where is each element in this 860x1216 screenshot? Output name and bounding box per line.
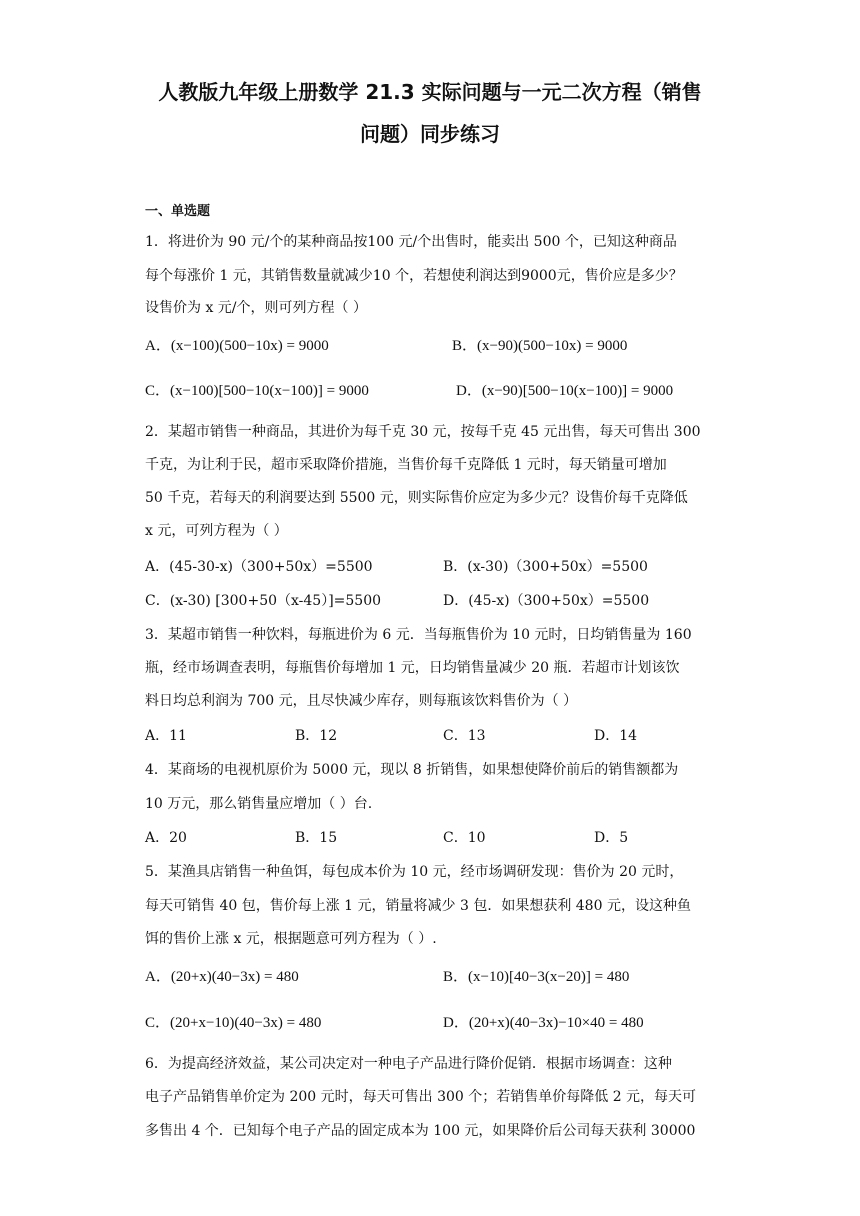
question-6-text-line: 多售出 4 个．已知每个电子产品的固定成本为 100 元，如果降价后公司每天获利 30000 [145, 1123, 696, 1139]
question-1-text-line: 1．将进价为 90 元/个的某种商品按100 元/个出售时，能卖出 500 个，已知这种商品 [145, 234, 677, 250]
page-title-line2: 问题）同步练习 [360, 122, 500, 146]
question-3-text-line: 瓶，经市场调查表明，每瓶售价每增加 1 元，日均销售量减少 20 瓶．若超市计划该饮 [145, 660, 680, 676]
question-3-text-line: 料日均总利润为 700 元，且尽快减少库存，则每瓶该饮料售价为（ ） [145, 693, 578, 709]
question-4-option-d: D．5 [594, 830, 629, 846]
question-3-option-a: A．11 [145, 728, 187, 744]
question-5-option-d: D．(20+x)(40−3x)−10×40 = 480 [443, 1015, 644, 1031]
question-1-option-c: C．(x−100)[500−10(x−100)] = 9000 [145, 383, 369, 399]
question-3-option-d: D．14 [594, 728, 638, 744]
question-4-option-b: B．15 [295, 830, 338, 846]
question-6-text-line: 6．为提高经济效益，某公司决定对一种电子产品进行降价促销．根据市场调查：这种 [145, 1056, 672, 1072]
question-1-text-line: 设售价为 x 元/个，则可列方程（ ） [145, 300, 367, 316]
section-heading: 一、单选题 [145, 204, 211, 219]
question-4-text-line: 4．某商场的电视机原价为 5000 元，现以 8 折销售，如果想使降价前后的销售额都为 [145, 762, 679, 778]
question-3-text-line: 3．某超市销售一种饮料，每瓶进价为 6 元．当每瓶售价为 10 元时，日均销售量为 160 [145, 627, 692, 643]
question-3-option-b: B．12 [295, 728, 338, 744]
question-6-text-line: 电子产品销售单价定为 200 元时，每天可售出 300 个；若销售单价每降低 2 元，每天可 [145, 1089, 697, 1105]
question-2-text-line: x 元，可列方程为（ ） [145, 523, 288, 539]
question-1-option-d: D．(x−90)[500−10(x−100)] = 9000 [456, 383, 674, 399]
question-4-option-c: C．10 [443, 830, 486, 846]
question-2-option-d: D．(45-x)（300+50x）=5500 [443, 593, 650, 609]
question-1-option-a: A．(x−100)(500−10x) = 9000 [145, 338, 329, 354]
question-4-option-a: A．20 [145, 830, 187, 846]
question-2-text-line: 50 千克，若每天的利润要达到 5500 元，则实际售价应定为多少元？设售价每千克降低 [145, 490, 688, 506]
question-1-text-line: 每个每涨价 1 元，其销售数量就减少10 个，若想使利润达到9000元，售价应是多少？ [145, 268, 683, 284]
question-2-option-a: A．(45-30-x)（300+50x）=5500 [145, 559, 373, 575]
question-2-option-c: C．(x-30) [300+50（x-45）]=5500 [145, 593, 382, 609]
question-5-text-line: 5．某渔具店销售一种鱼饵，每包成本价为 10 元，经市场调研发现：售价为 20 元时， [145, 864, 684, 880]
question-2-option-b: B．(x-30)（300+50x）=5500 [443, 559, 648, 575]
question-5-option-a: A．(20+x)(40−3x) = 480 [145, 969, 299, 985]
question-5-text-line: 每天可销售 40 包，售价每上涨 1 元，销量将减少 3 包．如果想获利 480 元，设这种鱼 [145, 898, 691, 914]
question-5-option-b: B．(x−10)[40−3(x−20)] = 480 [443, 969, 630, 985]
question-5-option-c: C．(20+x−10)(40−3x) = 480 [145, 1015, 322, 1031]
question-5-text-line: 饵的售价上涨 x 元，根据题意可列方程为（ ）. [145, 931, 437, 947]
question-2-text-line: 2．某超市销售一种商品，其进价为每千克 30 元，按每千克 45 元出售，每天可售出 300 [145, 424, 701, 440]
question-2-text-line: 千克，为让利于民，超市采取降价措施，当售价每千克降低 1 元时，每天销量可增加 [145, 457, 667, 473]
question-4-text-line: 10 万元，那么销售量应增加（ ）台. [145, 796, 373, 812]
page-title-line1: 人教版九年级上册数学 21.3 实际问题与一元二次方程（销售 [158, 80, 702, 104]
question-3-option-c: C．13 [443, 728, 486, 744]
question-1-option-b: B．(x−90)(500−10x) = 9000 [452, 338, 628, 354]
